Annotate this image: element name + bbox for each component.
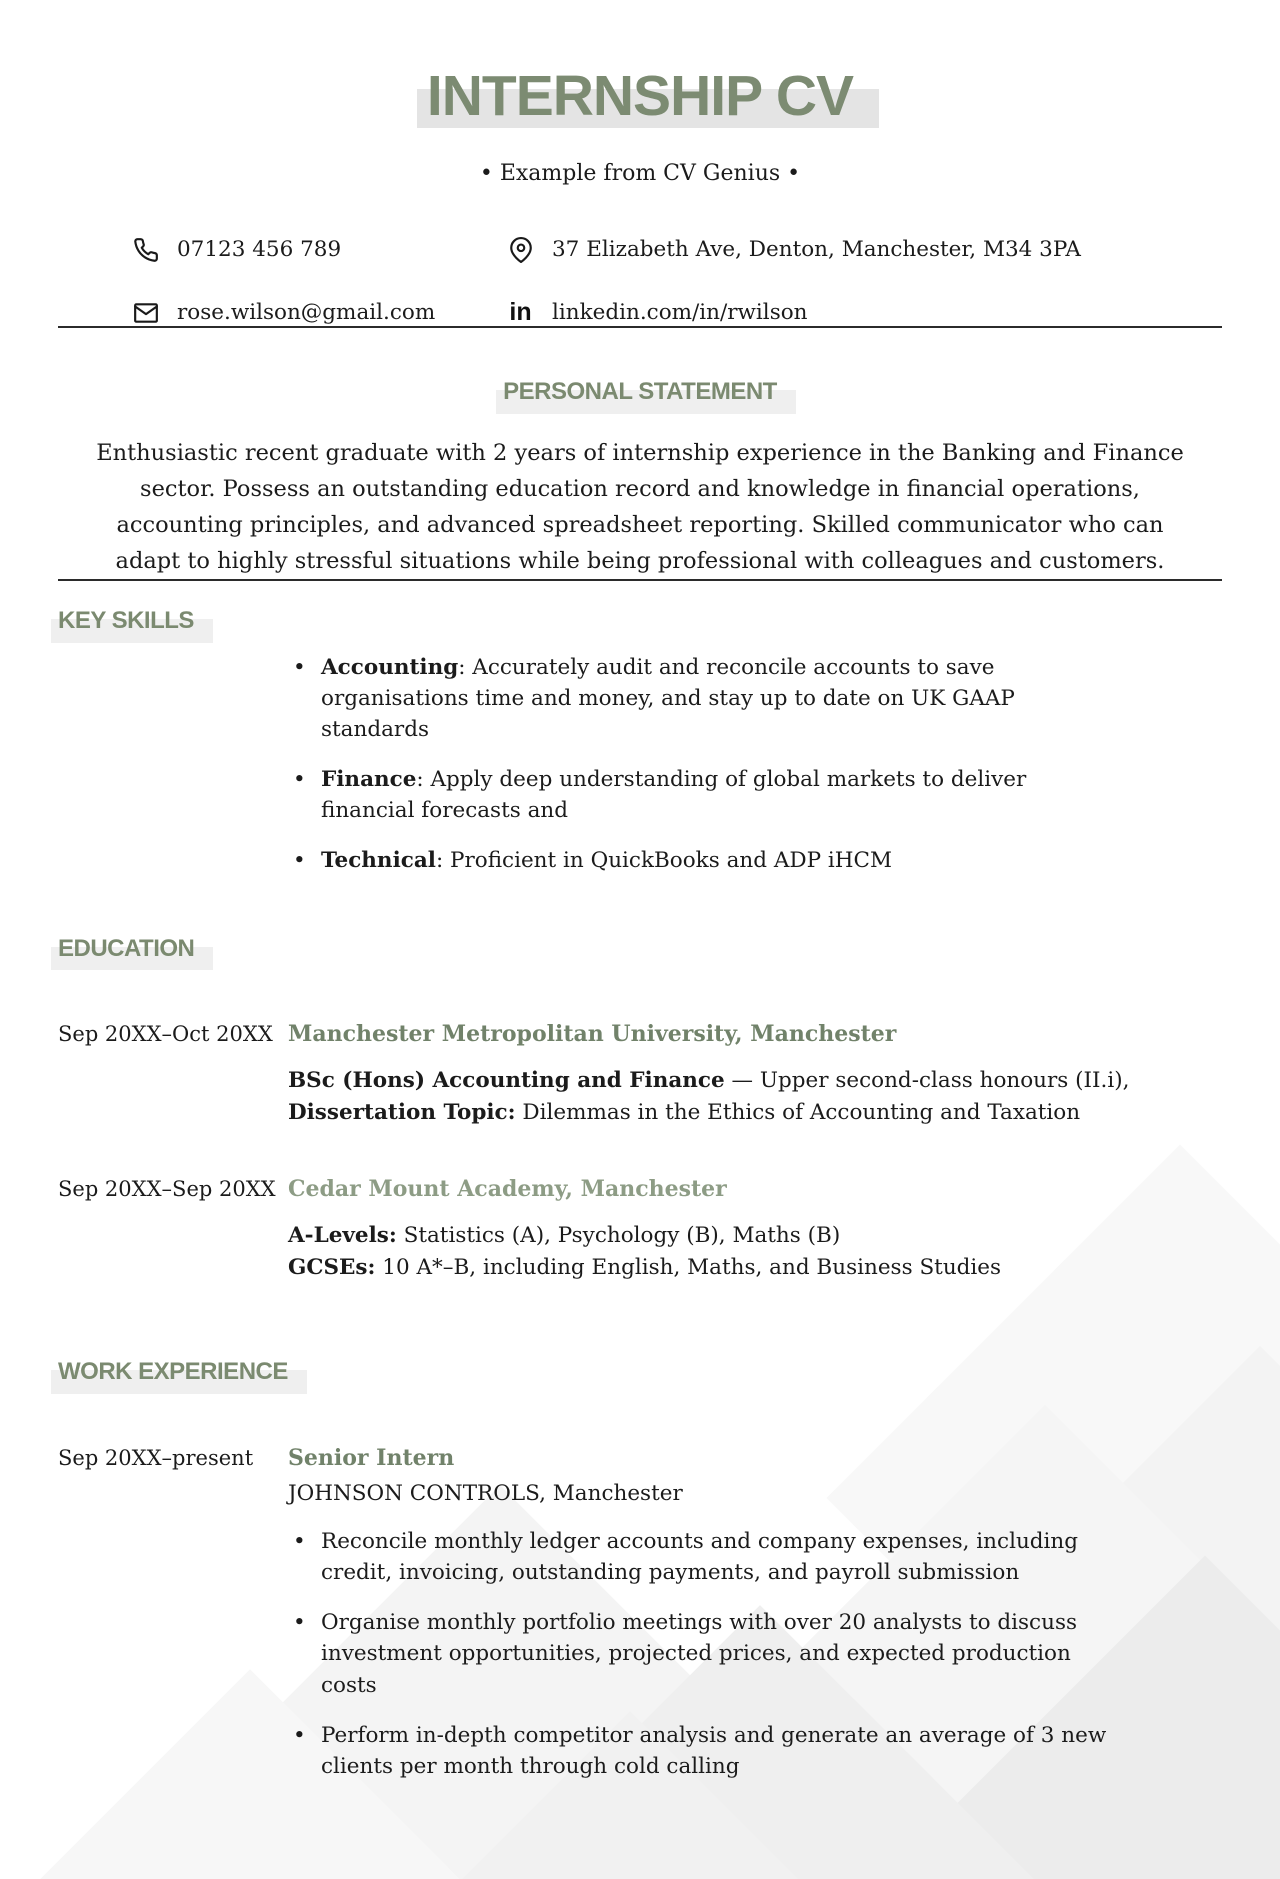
personal-statement-text: Enthusiastic recent graduate with 2 years of internship experience in the Banking and Finance sector. Possess an outstanding education record and knowledge in financial operations, accounting principles, and advanced spreadsheet reporting. Skilled communicator who can adapt to highly stressful situations while being professional with colleagues and customers. <box>96 439 1184 574</box>
key-skill-item: • Finance: Apply deep understanding of global markets to deliver financial forecasts and <box>290 764 1122 826</box>
section-heading-education: EDUCATION <box>58 934 195 962</box>
address-text: 37 Elizabeth Ave, Denton, Manchester, M34 3PA <box>552 237 1081 262</box>
contact-section <box>58 236 1222 326</box>
education-detail: A-Levels: Statistics (A), Psychology (B), Maths (B) <box>288 1222 841 1248</box>
education-dates: Sep 20XX–Oct 20XX <box>58 1022 273 1047</box>
education-detail: BSc (Hons) Accounting and Finance — Upper second-class honours (II.i), <box>288 1068 1130 1094</box>
work-entry <box>58 1443 1222 1510</box>
contact-phone <box>132 236 507 263</box>
education-detail: Dissertation Topic: Dilemmas in the Ethics of Accounting and Taxation <box>288 1100 1081 1126</box>
education-institution: Cedar Mount Academy, Manchester <box>288 1175 727 1202</box>
section-heading-key-skills: KEY SKILLS <box>58 606 194 634</box>
work-bullet: • Reconcile monthly ledger accounts and company expenses, including credit, invoicing, outstanding payments, and payroll submission <box>290 1526 1122 1588</box>
divider <box>58 579 1222 581</box>
contact-linkedin <box>507 299 1081 326</box>
envelope-icon <box>132 299 159 326</box>
education-dates: Sep 20XX–Sep 20XX <box>58 1176 276 1201</box>
work-dates: Sep 20XX–present <box>58 1445 254 1470</box>
key-skill-item: • Accounting: Accurately audit and reconcile accounts to save organisations time and money, and stay up to date on UK GAAP standards <box>290 652 1122 746</box>
education-entry <box>58 1174 1222 1284</box>
key-skill-item: • Technical: Proficient in QuickBooks and ADP iHCM <box>290 845 1122 876</box>
section-heading-work-experience: WORK EXPERIENCE <box>58 1358 288 1386</box>
divider <box>58 326 1222 328</box>
work-bullet-list <box>290 1526 1122 1782</box>
email-text: rose.wilson@gmail.com <box>177 300 436 325</box>
education-entry <box>58 1019 1222 1129</box>
work-bullet: • Perform in-depth competitor analysis and generate an average of 3 new clients per month through cold calling <box>290 1720 1122 1782</box>
page-subtitle: • Example from CV Genius • <box>479 161 801 186</box>
work-company: JOHNSON CONTROLS, Manchester <box>288 1480 683 1506</box>
location-pin-icon <box>507 236 534 263</box>
section-heading-personal-statement: PERSONAL STATEMENT <box>503 378 777 405</box>
education-institution: Manchester Metropolitan University, Manchester <box>288 1021 897 1048</box>
work-role: Senior Intern <box>288 1444 455 1471</box>
linkedin-icon: in <box>509 298 532 326</box>
education-detail: GCSEs: 10 A*–B, including English, Maths, and Business Studies <box>288 1254 1002 1280</box>
linkedin-text: linkedin.com/in/rwilson <box>552 300 808 325</box>
contact-email <box>132 299 507 326</box>
page-title: INTERNSHIP CV <box>426 64 854 128</box>
contact-address <box>507 236 1081 263</box>
key-skills-list <box>290 652 1122 877</box>
work-bullet: • Organise monthly portfolio meetings with over 20 analysts to discuss investment opportunities, projected prices, and expected production costs <box>290 1607 1122 1701</box>
phone-icon <box>132 236 159 263</box>
cv-page <box>0 64 1280 1782</box>
phone-number: 07123 456 789 <box>177 237 342 262</box>
